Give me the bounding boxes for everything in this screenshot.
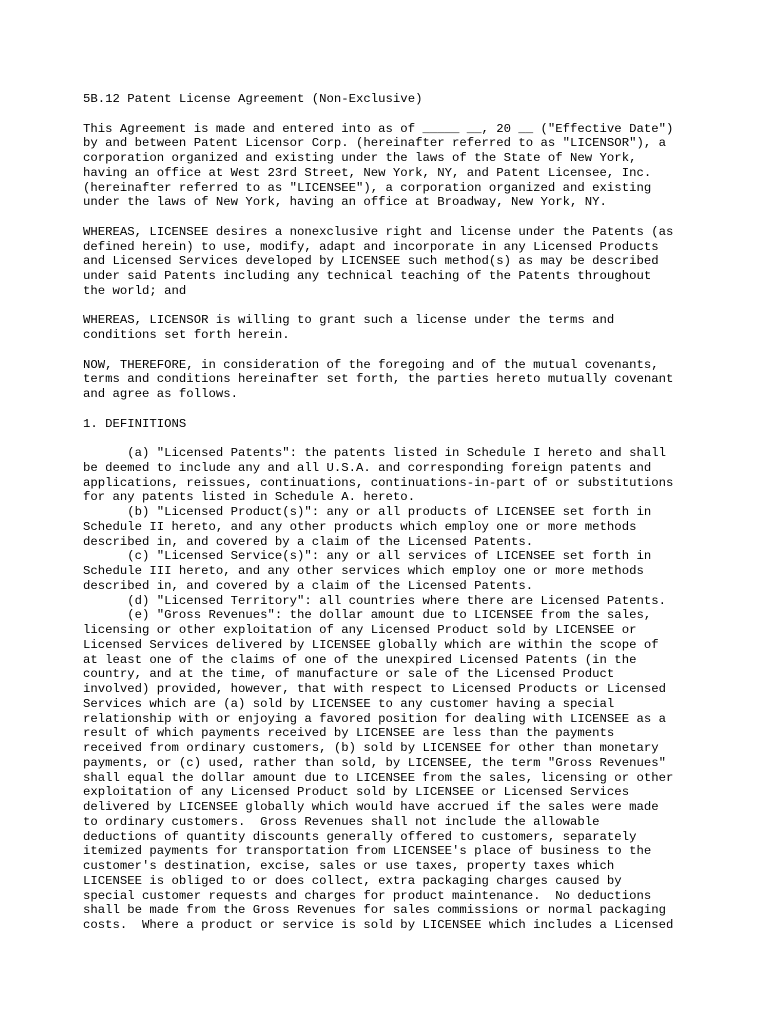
paragraph-preamble: [83, 122, 703, 211]
text-line: special customer requests and charges for product maintenance. No deductions: [83, 888, 652, 903]
text-line: NOW, THEREFORE, in consideration of the foregoing and of the mutual covenants,: [83, 357, 659, 372]
spacer: [83, 343, 703, 358]
text-line: (d) "Licensed Territory": all countries where there are Licensed Patents.: [83, 593, 666, 608]
paragraph-whereas-licensor: [83, 313, 703, 343]
text-line: relationship with or enjoying a favored position for dealing with LICENSEE as a: [83, 711, 666, 726]
text-line: Schedule III hereto, and any other services which employ one or more methods: [83, 564, 644, 578]
text-line: involved) provided, however, that with respect to Licensed Products or Licensed: [83, 682, 666, 696]
text-line: payments, or (c) used, rather than sold, by LICENSEE, the term "Gross Revenues": [83, 755, 666, 770]
text-line: result of which payments received by LICENSEE are less than the payments: [83, 726, 615, 741]
spacer: [83, 402, 703, 417]
text-line: This Agreement is made and entered into as of _____ __, 20 __ ("Effective Date"): [83, 121, 674, 136]
text-line: (hereinafter referred to as "LICENSEE"), a corporation organized and existing: [83, 180, 652, 195]
text-line: and agree as follows.: [83, 387, 238, 401]
text-line: costs. Where a product or service is sold by LICENSEE which includes a Licensed: [83, 918, 674, 932]
text-line: WHEREAS, LICENSOR is willing to grant such a license under the terms and: [83, 313, 615, 328]
text-line: to ordinary customers. Gross Revenues shall not include the allowable: [83, 814, 600, 829]
paragraph-now-therefore: [83, 358, 703, 402]
text-line: country, and at the time, of manufacture or sale of the Licensed Product: [83, 667, 615, 682]
paragraph-whereas-licensee: [83, 225, 703, 299]
paragraph-section-1-body: [83, 446, 703, 933]
text-line: applications, reissues, continuations, continuations-in-part of or substitutions: [83, 475, 674, 490]
text-line: delivered by LICENSEE globally which would have accrued if the sales were made: [83, 800, 659, 814]
text-line: received from ordinary customers, (b) sold by LICENSEE for other than monetary: [83, 741, 659, 755]
text-line: for any patents listed in Schedule A. hereto.: [83, 490, 416, 505]
text-line: at least one of the claims of one of the unexpired Licensed Patents (in the: [83, 652, 637, 667]
text-line: shall be made from the Gross Revenues for sales commissions or normal packaging: [83, 903, 666, 918]
spacer: [83, 210, 703, 225]
text-line: described in, and covered by a claim of the Licensed Patents.: [83, 578, 534, 593]
text-line: (e) "Gross Revenues": the dollar amount due to LICENSEE from the sales,: [83, 608, 652, 623]
text-line: customer's destination, excise, sales or use taxes, property taxes which: [83, 859, 615, 873]
text-line: under said Patents including any technical teaching of the Patents throughout: [83, 269, 652, 283]
text-line: conditions set forth herein.: [83, 328, 290, 342]
text-line: licensing or other exploitation of any Licensed Product sold by LICENSEE or: [83, 623, 637, 637]
text-line: be deemed to include any and all U.S.A. and corresponding foreign patents and: [83, 460, 652, 475]
text-line: 1. DEFINITIONS: [83, 416, 187, 431]
text-line: WHEREAS, LICENSEE desires a nonexclusive right and license under the Patents (as: [83, 224, 674, 239]
text-line: Schedule II hereto, and any other products which employ one or more methods: [83, 519, 637, 534]
text-line: deductions of quantity discounts generally offered to customers, separately: [83, 829, 637, 844]
text-line: LICENSEE is obliged to or does collect, extra packaging charges caused by: [83, 873, 622, 888]
text-line: itemized payments for transportation from LICENSEE's place of business to the: [83, 844, 652, 859]
text-line: (c) "Licensed Service(s)": any or all services of LICENSEE set forth in: [83, 549, 652, 564]
text-line: terms and conditions hereinafter set forth, the parties hereto mutually covenant: [83, 372, 674, 387]
text-line: the world; and: [83, 283, 187, 298]
text-line: exploitation of any Licensed Product sold by LICENSEE or Licensed Services: [83, 785, 630, 800]
text-line: and Licensed Services developed by LICENSEE such method(s) as may be described: [83, 254, 659, 269]
document-title: 5B.12 Patent License Agreement (Non-Exclusive): [83, 92, 423, 106]
text-line: described in, and covered by a claim of the Licensed Patents.: [83, 534, 534, 549]
spacer: [83, 431, 703, 446]
text-line: corporation organized and existing under the laws of the State of New York,: [83, 151, 637, 165]
text-line: shall equal the dollar amount due to LICENSEE from the sales, licensing or other: [83, 770, 674, 785]
text-line: (a) "Licensed Patents": the patents listed in Schedule I hereto and shall: [83, 446, 666, 460]
document-body: [83, 122, 703, 933]
spacer: [83, 107, 703, 122]
text-line: under the laws of New York, having an office at Broadway, New York, NY.: [83, 195, 607, 210]
text-line: having an office at West 23rd Street, New York, NY, and Patent Licensee, Inc.: [83, 165, 652, 180]
text-line: by and between Patent Licensor Corp. (hereinafter referred to as "LICENSOR"), a: [83, 136, 666, 151]
document-page: [83, 92, 703, 933]
paragraph-section-1-heading: [83, 417, 703, 432]
text-line: defined herein) to use, modify, adapt and incorporate in any Licensed Products: [83, 239, 659, 254]
spacer: [83, 299, 703, 314]
text-line: Services which are (a) sold by LICENSEE to any customer having a special: [83, 696, 615, 711]
text-line: Licensed Services delivered by LICENSEE globally which are within the scope of: [83, 637, 659, 652]
text-line: (b) "Licensed Product(s)": any or all products of LICENSEE set forth in: [83, 505, 652, 519]
